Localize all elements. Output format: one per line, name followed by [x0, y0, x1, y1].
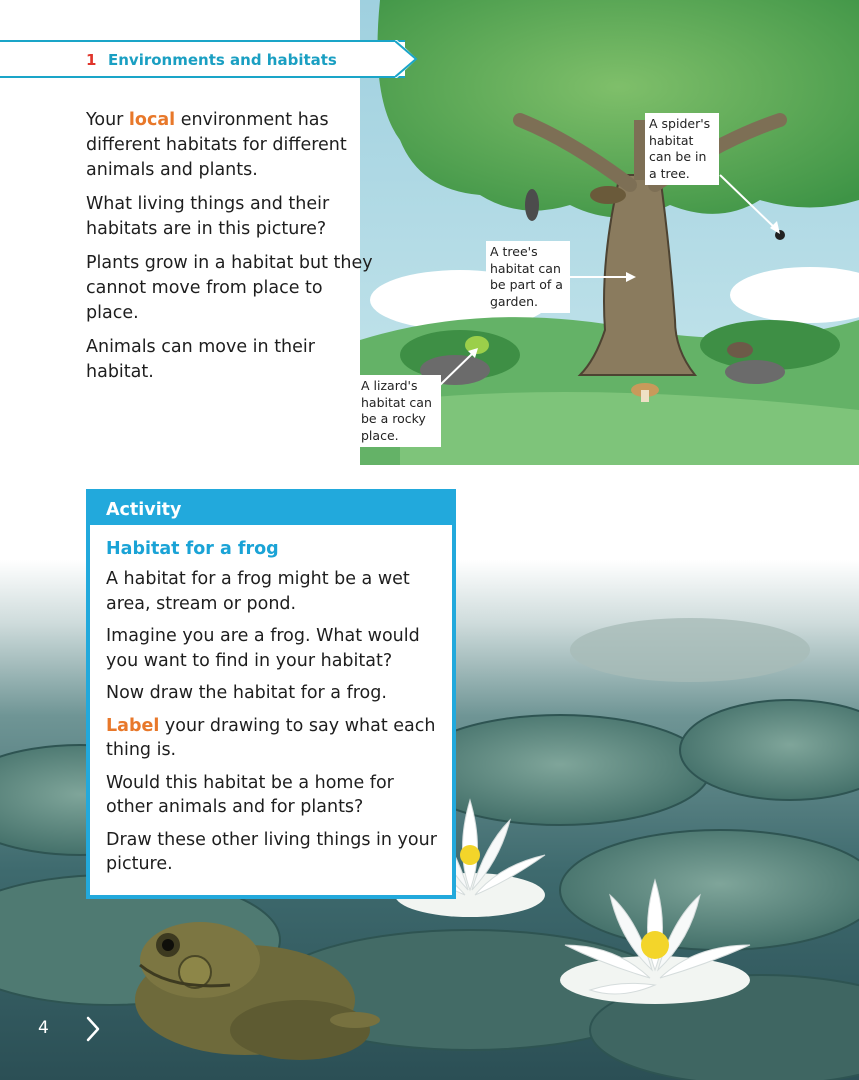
callout-tree: A tree's habitat can be part of a garden. [486, 241, 570, 313]
activity-paragraph: Would this habitat be a home for other animals and for plants? [106, 772, 394, 817]
activity-paragraph: Imagine you are a frog. What would you want to find in your habitat? [106, 626, 420, 671]
callout-lizard: A lizard's habitat can be a rocky place. [357, 375, 441, 447]
chapter-number: 1 [86, 51, 97, 69]
chapter-title: Environments and habitats [108, 51, 337, 69]
intro-paragraph: What living things and their habitats are in this picture? [86, 194, 330, 239]
activity-paragraph [106, 714, 440, 763]
callout-spider: A spider's habitat can be in a tree. [645, 113, 719, 185]
chevron-right-icon[interactable] [85, 1015, 101, 1043]
intro-paragraph [86, 108, 376, 183]
activity-box [86, 489, 456, 899]
intro-text-span: Your [86, 110, 129, 130]
activity-paragraph: Now draw the habitat for a frog. [106, 683, 387, 703]
activity-title: Habitat for a frog [106, 539, 279, 559]
activity-paragraph: Draw these other living things in your picture. [106, 829, 437, 874]
activity-header: Activity [90, 493, 452, 525]
page-number: 4 [38, 1018, 49, 1038]
intro-paragraph: Animals can move in their habitat. [86, 337, 315, 382]
activity-paragraph: A habitat for a frog might be a wet area, stream or pond. [106, 569, 410, 614]
keyword-label: Label [106, 715, 160, 736]
activity-body [90, 567, 452, 877]
activity-text-span: your drawing to say what each thing is. [106, 715, 436, 760]
keyword-local: local [128, 110, 176, 130]
banner-arrow-tip [395, 38, 421, 80]
intro-text-span: environment has different habitats for different animals and plants. [86, 110, 347, 180]
intro-text [86, 108, 376, 394]
intro-paragraph: Plants grow in a habitat but they cannot move from place to place. [86, 253, 373, 323]
